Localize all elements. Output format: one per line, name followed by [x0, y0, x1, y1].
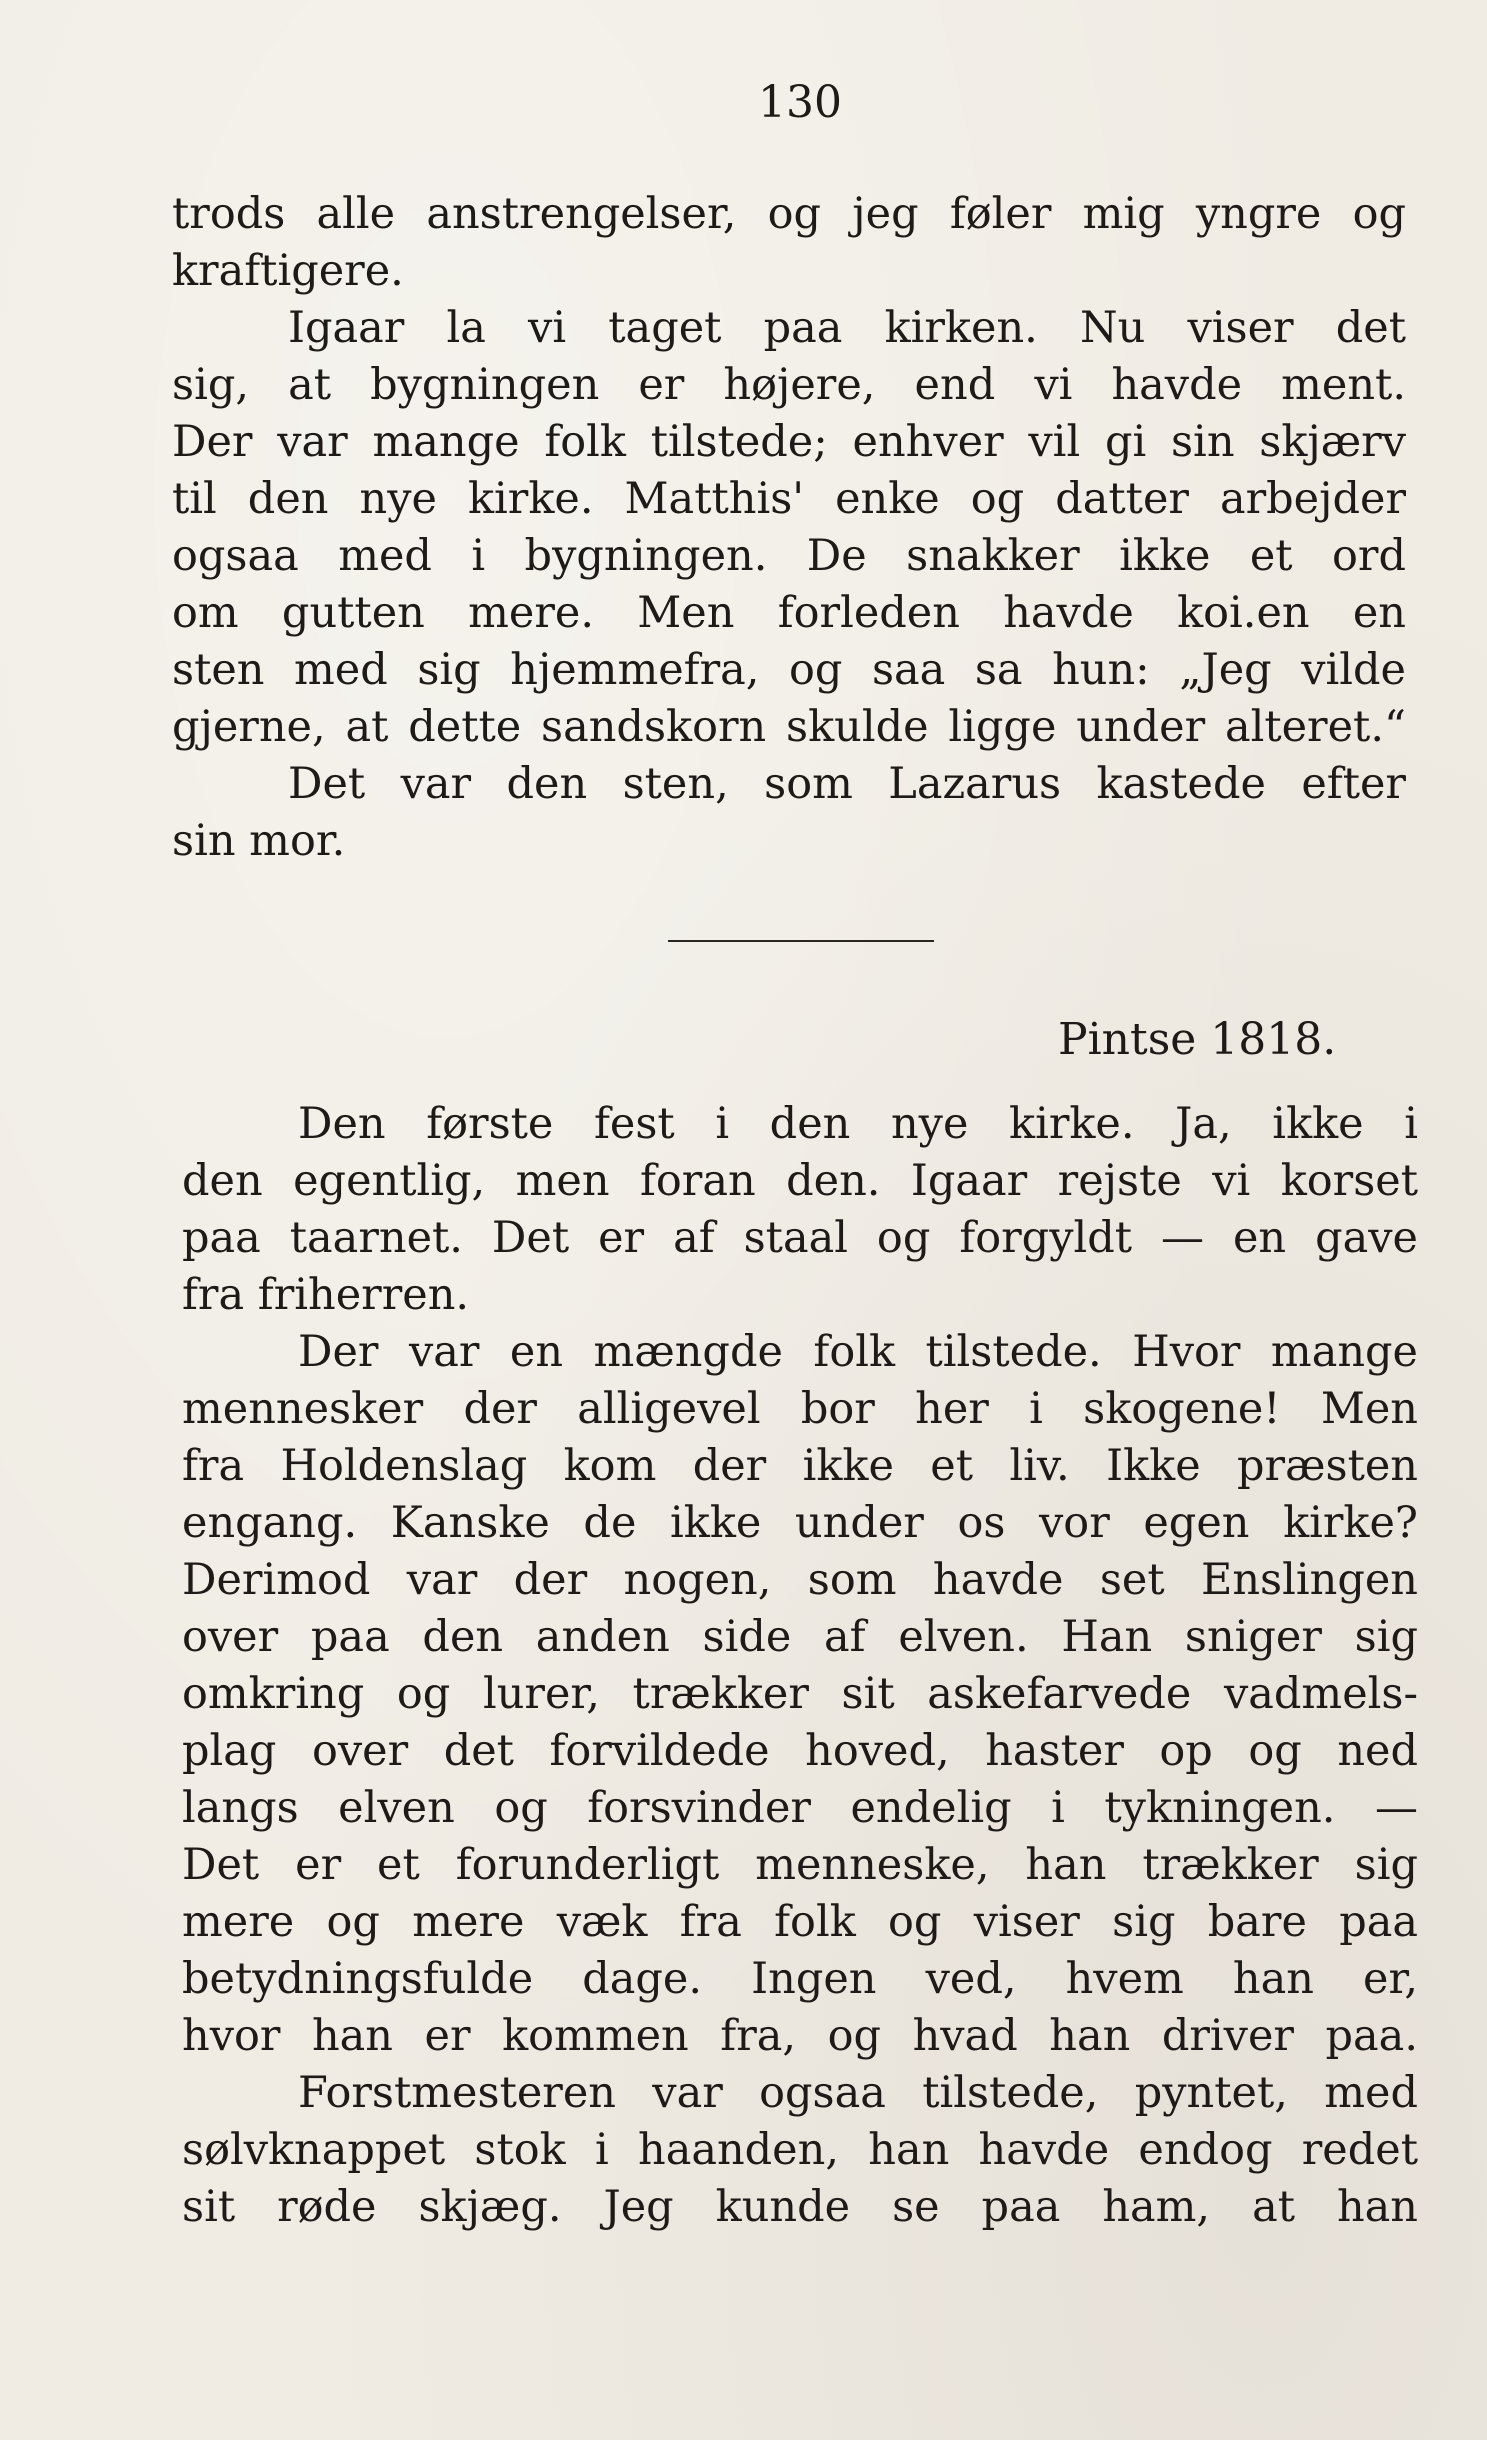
text-line: sølvknappet stok i haanden, han havde endog redet [182, 2125, 1418, 2175]
text-line: ogsaa med i bygningen. De snakker ikke et ord [172, 531, 1406, 581]
text-line: Derimod var der nogen, som havde set Enslingen [182, 1555, 1418, 1605]
text-line: mennesker der alligevel bor her i skogene! Men [182, 1384, 1418, 1434]
text-line: kraftigere. [172, 246, 404, 296]
text-line: den egentlig, men foran den. Igaar rejste vi korset [182, 1156, 1418, 1206]
text-line: paa taarnet. Det er af staal og forgyldt — en gave [182, 1213, 1418, 1263]
text-line: Forstmesteren var ogsaa tilstede, pyntet, med [298, 2068, 1418, 2118]
text-line: sig, at bygningen er højere, end vi havde ment. [172, 360, 1406, 410]
text-line: sit røde skjæg. Jeg kunde se paa ham, at han [182, 2182, 1418, 2232]
text-line: fra Holdenslag kom der ikke et liv. Ikke præsten [182, 1441, 1418, 1491]
text-line: til den nye kirke. Matthis' enke og datter arbejder [172, 474, 1406, 524]
text-line: omkring og lurer, trækker sit askefarvede vadmels- [182, 1669, 1418, 1719]
text-line: langs elven og forsvinder endelig i tykningen. — [182, 1783, 1418, 1833]
text-line: Det var den sten, som Lazarus kastede efter [288, 759, 1406, 809]
text-line: engang. Kanske de ikke under os vor egen kirke? [182, 1498, 1418, 1548]
text-line: Igaar la vi taget paa kirken. Nu viser det [288, 303, 1406, 353]
text-line: trods alle anstrengelser, og jeg føler mig yngre og [172, 189, 1406, 239]
text-line: Der var mange folk tilstede; enhver vil gi sin skjærv [172, 417, 1406, 467]
text-line: betydningsfulde dage. Ingen ved, hvem han er, [182, 1954, 1418, 2004]
page-number: 130 [758, 77, 842, 128]
text-line: Den første fest i den nye kirke. Ja, ikke i [298, 1099, 1418, 1149]
text-line: om gutten mere. Men forleden havde koi.en en [172, 588, 1406, 638]
text-line: over paa den anden side af elven. Han sniger sig [182, 1612, 1418, 1662]
text-line: hvor han er kommen fra, og hvad han driver paa. [182, 2011, 1418, 2061]
text-line: fra friherren. [182, 1270, 470, 1320]
entry-dateline: Pintse 1818. [1058, 1014, 1337, 1065]
section-separator [668, 940, 934, 942]
text-line: mere og mere væk fra folk og viser sig bare paa [182, 1897, 1418, 1947]
text-line: Det er et forunderligt menneske, han trækker sig [182, 1840, 1418, 1890]
text-line: plag over det forvildede hoved, haster op og ned [182, 1726, 1418, 1776]
text-line: sin mor. [172, 816, 346, 866]
text-line: gjerne, at dette sandskorn skulde ligge under alteret.“ [172, 702, 1406, 752]
text-line: Der var en mængde folk tilstede. Hvor mange [298, 1327, 1418, 1377]
text-line: sten med sig hjemmefra, og saa sa hun: „Jeg vilde [172, 645, 1406, 695]
